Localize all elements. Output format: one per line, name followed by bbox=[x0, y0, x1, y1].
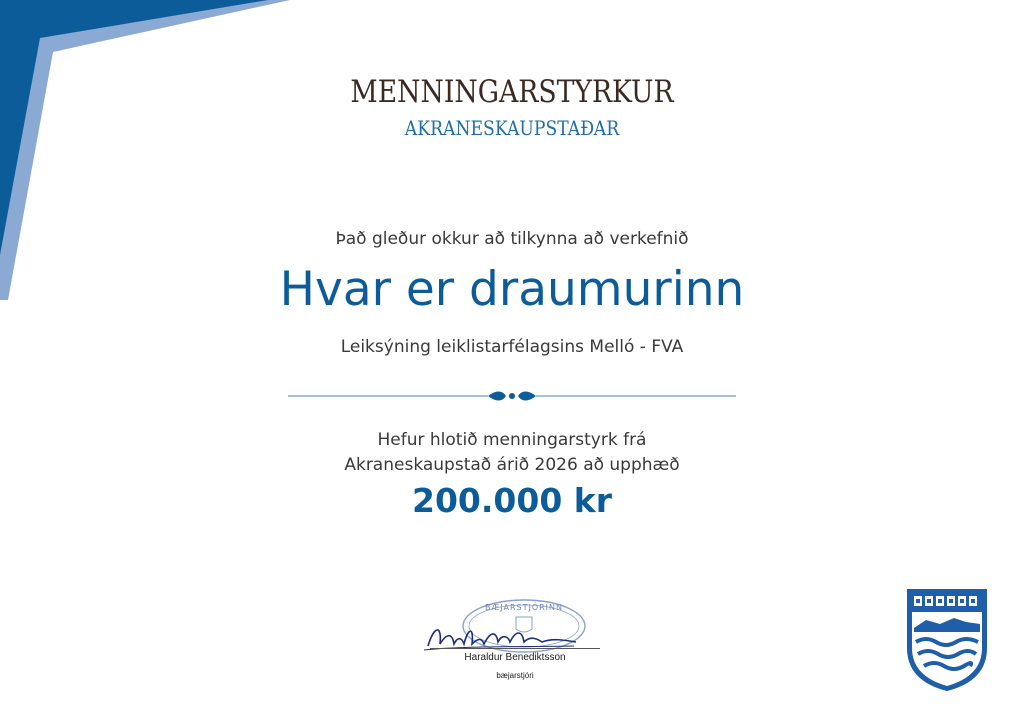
certificate-title: MENNINGARSTYRKUR bbox=[350, 74, 674, 110]
akranes-coat-of-arms-icon bbox=[906, 588, 988, 692]
signature-line bbox=[430, 648, 600, 649]
corner-decoration bbox=[0, 0, 300, 300]
handwritten-signature bbox=[424, 616, 584, 656]
certificate-subtitle: AKRANESKAUPSTAÐAR bbox=[404, 116, 620, 140]
signer-name: Haraldur Benediktsson bbox=[464, 652, 566, 663]
award-line-2: Akraneskaupstað árið 2026 að upphæð bbox=[344, 455, 680, 475]
signer-role: bæjarstjóri bbox=[496, 671, 534, 680]
project-name: Hvar er draumurinn bbox=[279, 262, 745, 317]
project-description: Leiksýning leiklistarfélagsins Melló - FVA bbox=[340, 337, 684, 357]
intro-text: Það gleður okkur að tilkynna að verkefnið bbox=[335, 229, 689, 249]
grant-amount: 200.000 kr bbox=[411, 481, 612, 520]
award-line-1: Hefur hlotið menningarstyrk frá bbox=[377, 430, 647, 450]
stamp-text: BÆJARSTJÓRINN bbox=[484, 603, 564, 612]
ornamental-divider-icon bbox=[288, 388, 736, 404]
